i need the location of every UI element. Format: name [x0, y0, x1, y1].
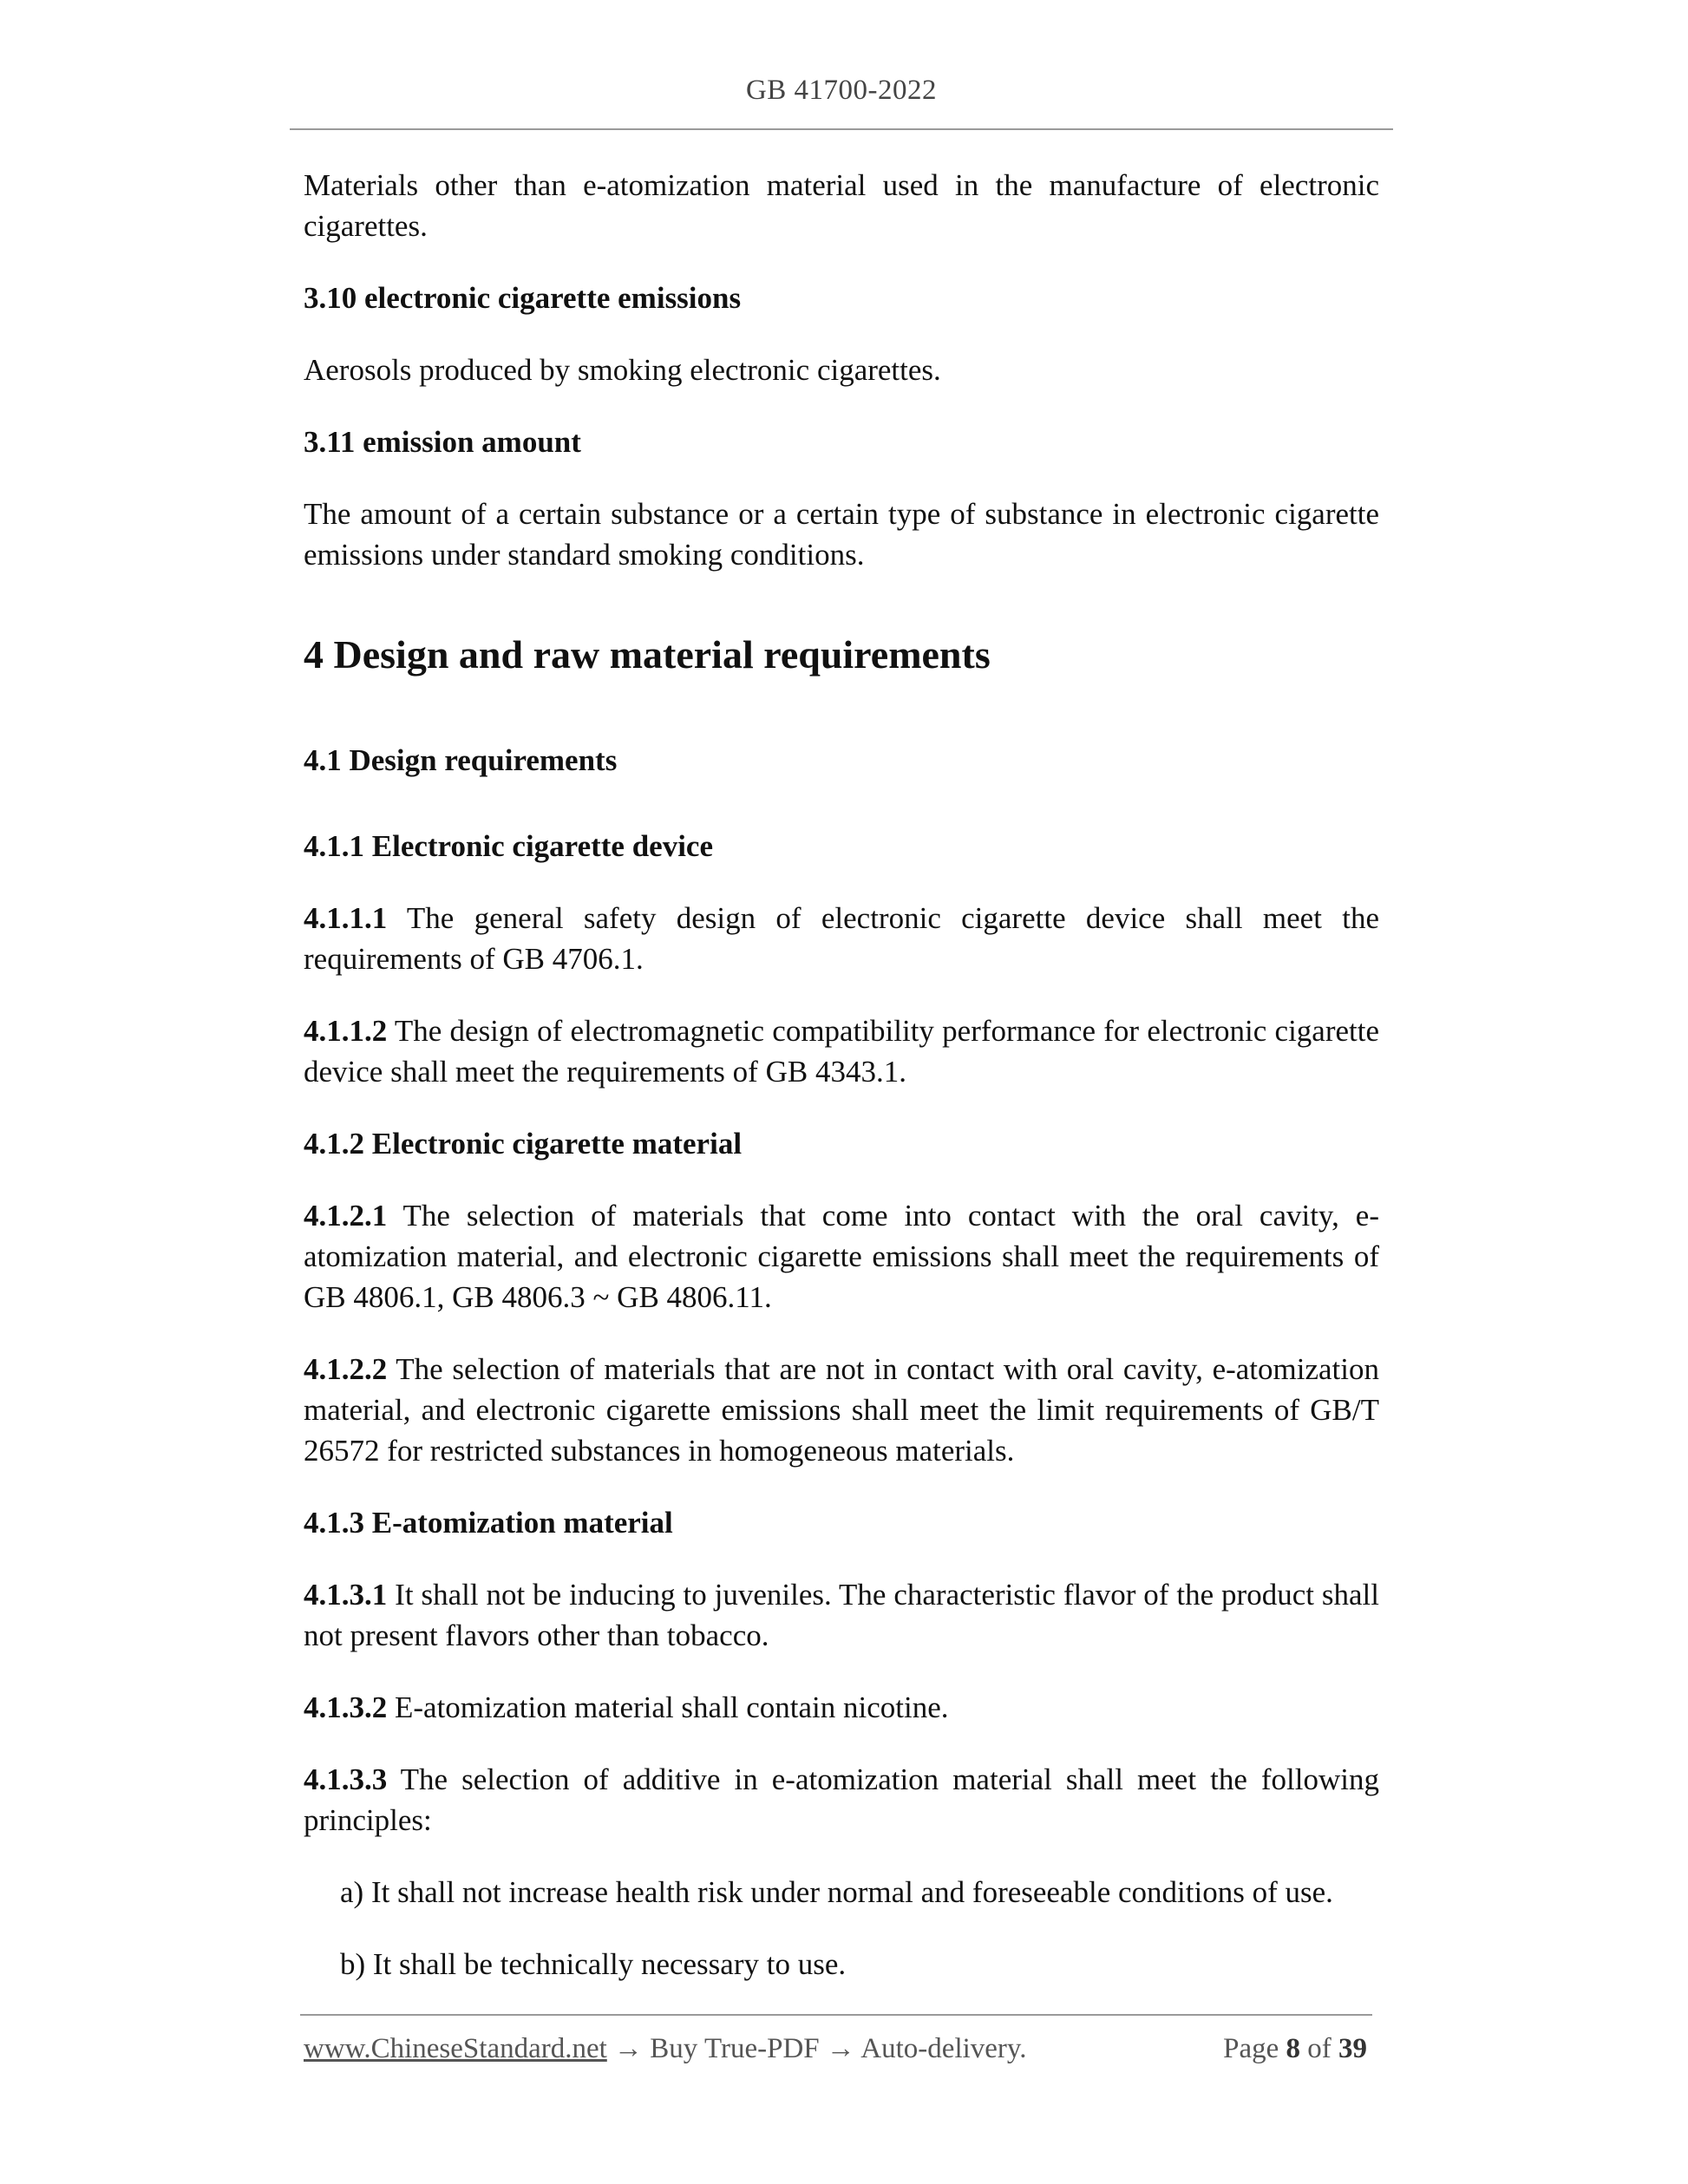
page-indicator — [1223, 2033, 1367, 2065]
paragraph-3-11: The amount of a certain substance or a certain type of substance in electronic cigarette emissions under standard smoking conditions. — [304, 497, 1379, 572]
clause-number: 4.1.2.1 — [304, 1199, 388, 1233]
paragraph-4-1-3-3 — [304, 1759, 1379, 1841]
section-heading-4: 4 Design and raw material requirements — [304, 632, 991, 677]
footer-tagline: → Buy True-PDF → Auto-delivery. — [606, 2033, 1027, 2064]
clause-heading-4-1-3: 4.1.3 E-atomization material — [304, 1506, 673, 1540]
paragraph-4-1-2-1 — [304, 1195, 1379, 1318]
clause-heading-4-1-2: 4.1.2 Electronic cigarette material — [304, 1127, 743, 1161]
paragraph-4-1-1-2 — [304, 1010, 1379, 1092]
clause-text: The general safety design of electronic cigarette device shall meet the requirements of GB 4706.1. — [304, 901, 1379, 976]
list-item-b: b) It shall be technically necessary to use. — [340, 1947, 847, 1981]
list-item-a: a) It shall not increase health risk under normal and foreseeable conditions of use. — [340, 1875, 1333, 1909]
document-body — [304, 165, 1379, 2016]
footer-divider — [300, 2014, 1372, 2016]
clause-number: 4.1.3.1 — [304, 1578, 388, 1612]
clause-text: The selection of materials that come into contact with the oral cavity, e-atomization material, and electronic cigarette emissions shall meet the requirements of GB 4806.1, GB 4806.3 ~ GB 4806.11. — [304, 1199, 1379, 1314]
clause-heading-3-10: 3.10 electronic cigarette emissions — [304, 281, 742, 315]
clause-text: The selection of additive in e-atomization material shall meet the following principles: — [304, 1762, 1379, 1837]
page-label: Page — [1223, 2033, 1286, 2064]
footer-left — [304, 2033, 1027, 2065]
of-label: of — [1300, 2033, 1338, 2064]
paragraph-4-1-3-2 — [304, 1687, 1379, 1728]
paragraph-4-1-3-1 — [304, 1574, 1379, 1656]
clause-text: The selection of materials that are not in contact with oral cavity, e-atomization material, and electronic cigarette emissions shall meet the limit requirements of GB/T 26572 for restricted substances in homogeneous materials. — [304, 1352, 1379, 1468]
paragraph-intro: Materials other than e-atomization material used in the manufacture of electronic cigarettes. — [304, 168, 1379, 243]
paragraph-3-10: Aerosols produced by smoking electronic cigarettes. — [304, 353, 941, 387]
page-header: GB 41700-2022 — [745, 75, 938, 106]
clause-text: It shall not be inducing to juveniles. The characteristic flavor of the product shall not present flavors other than tobacco. — [304, 1578, 1379, 1652]
page-total: 39 — [1338, 2033, 1367, 2064]
clause-number: 4.1.2.2 — [304, 1352, 388, 1386]
clause-heading-3-11: 3.11 emission amount — [304, 425, 581, 459]
paragraph-4-1-2-2 — [304, 1349, 1379, 1471]
clause-number: 4.1.1.1 — [304, 901, 388, 935]
clause-text: E-atomization material shall contain nicotine. — [387, 1690, 949, 1724]
website-link[interactable]: www.ChineseStandard.net — [304, 2033, 607, 2064]
clause-heading-4-1: 4.1 Design requirements — [304, 743, 618, 777]
page-number: 8 — [1286, 2033, 1300, 2064]
clause-number: 4.1.1.2 — [304, 1014, 388, 1048]
paragraph-4-1-1-1 — [304, 898, 1379, 979]
clause-number: 4.1.3.3 — [304, 1762, 388, 1796]
clause-number: 4.1.3.2 — [304, 1690, 388, 1724]
clause-heading-4-1-1: 4.1.1 Electronic cigarette device — [304, 829, 714, 863]
header-divider — [290, 128, 1393, 130]
clause-text: The design of electromagnetic compatibility performance for electronic cigarette device shall meet the requirements of GB 4343.1. — [304, 1014, 1379, 1089]
